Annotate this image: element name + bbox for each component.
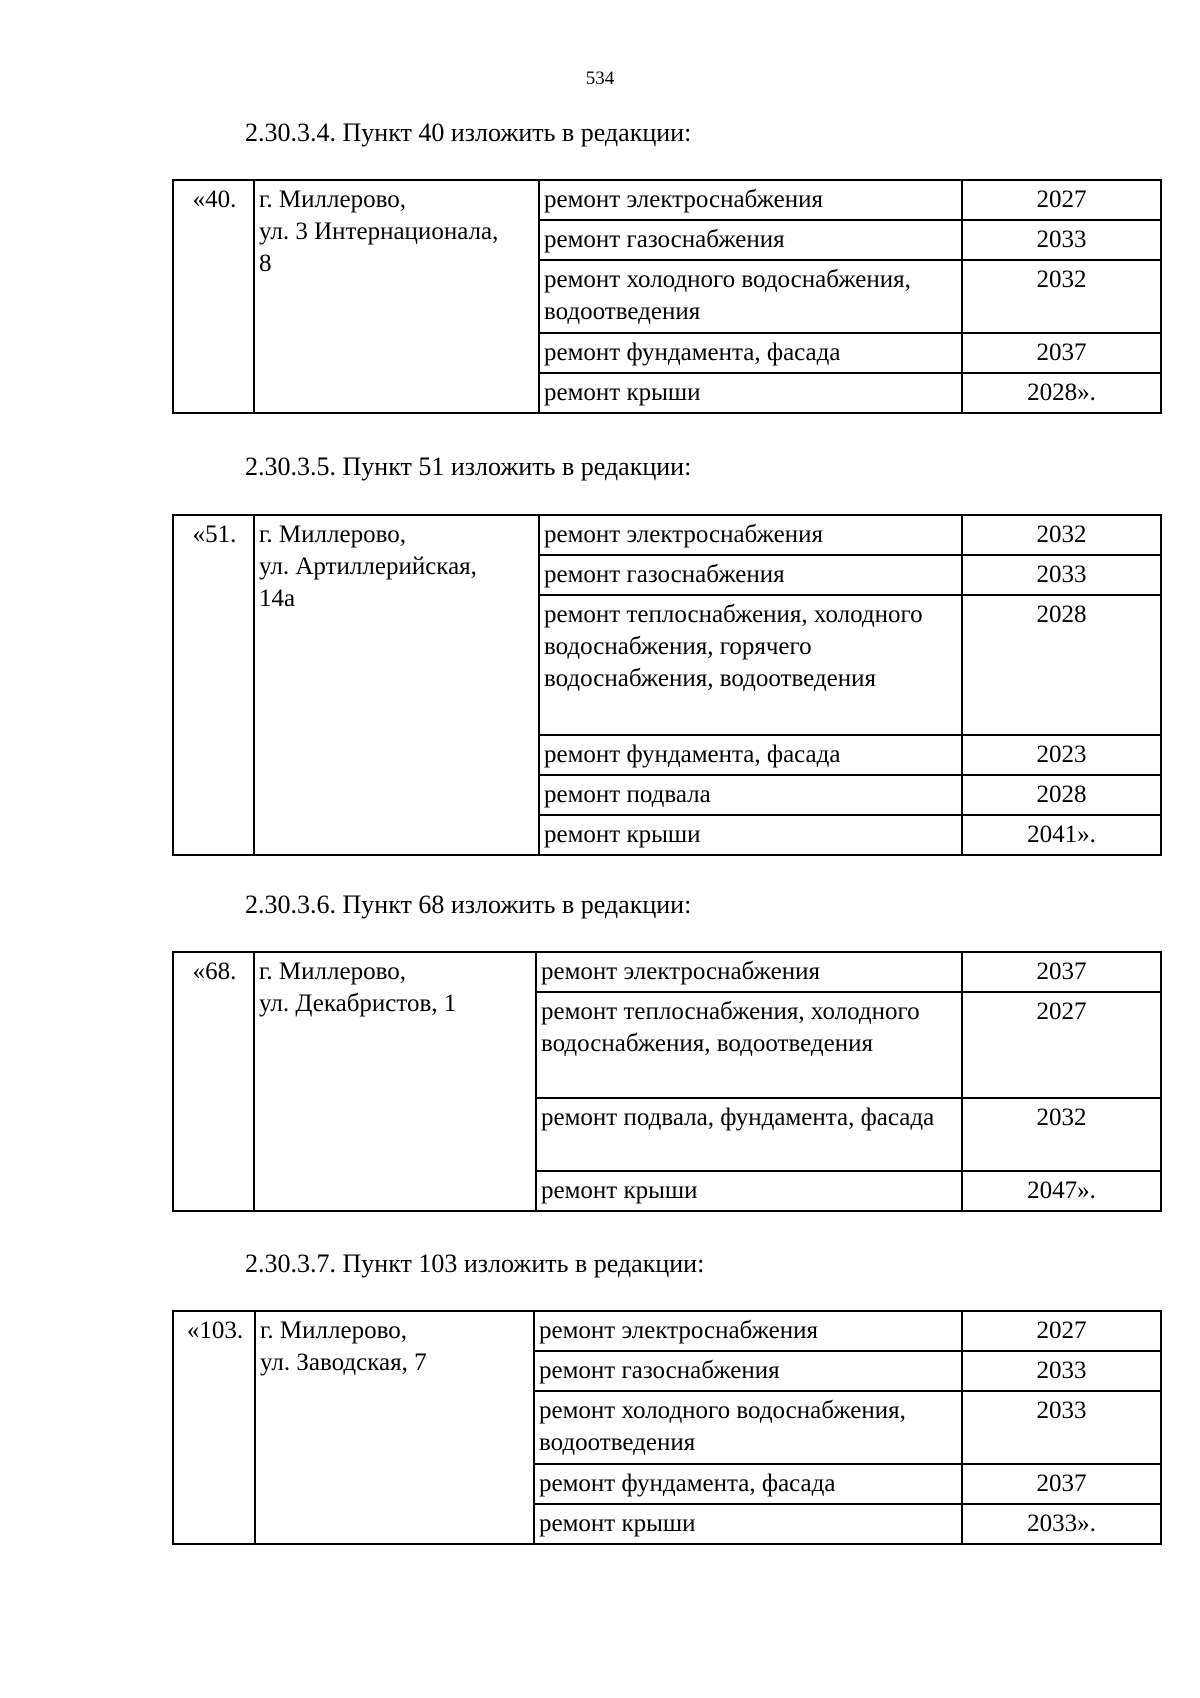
address-line: 8 [259,250,272,277]
work-type: ремонт фундамента, фасада [539,735,962,775]
address-line: ул. Декабристов, 1 [259,990,457,1017]
address-line: 14а [259,585,296,612]
address-line: г. Миллерово, [259,521,406,548]
work-type: ремонт теплоснабжения, холодного водоснабжения, водоотведения [536,992,962,1098]
work-type: ремонт крыши [539,815,962,855]
work-type: ремонт газоснабжения [539,220,962,260]
address-line: ул. 3 Интернационала, [259,218,499,245]
item-number: «40. [173,180,254,413]
work-year: 2033 [962,1351,1161,1391]
work-year: 2027 [962,992,1161,1098]
work-type: ремонт газоснабжения [539,555,962,595]
work-year: 2033 [962,220,1161,260]
work-type: ремонт электроснабжения [539,180,962,220]
work-type: ремонт холодного водоснабжения, водоотведения [534,1391,962,1464]
address-cell [254,180,539,413]
amendment-table [172,179,1162,414]
work-type: ремонт крыши [539,373,962,413]
address-line: ул. Заводская, 7 [260,1349,427,1376]
address-cell [255,1311,534,1544]
work-year: 2033». [962,1504,1161,1544]
address-line: г. Миллерово, [259,958,406,985]
work-type: ремонт электроснабжения [539,515,962,555]
work-type: ремонт фундамента, фасада [539,333,962,373]
work-type: ремонт фундамента, фасада [534,1464,962,1504]
work-year: 2027 [962,1311,1161,1351]
work-year: 2032 [962,515,1161,555]
work-year: 2033 [962,555,1161,595]
work-year: 2037 [962,952,1161,992]
section-heading: 2.30.3.7. Пункт 103 изложить в редакции: [245,1249,705,1278]
work-type: ремонт электроснабжения [536,952,962,992]
work-year: 2023 [962,735,1161,775]
address-cell [254,952,536,1211]
address-line: ул. Артиллерийская, [259,553,477,580]
work-type: ремонт подвала [539,775,962,815]
work-type: ремонт холодного водоснабжения, водоотведения [539,260,962,333]
page-number: 534 [585,68,615,89]
item-number: «68. [173,952,254,1211]
work-type: ремонт газоснабжения [534,1351,962,1391]
work-type: ремонт электроснабжения [534,1311,962,1351]
work-year: 2047». [962,1171,1161,1211]
work-year: 2032 [962,1098,1161,1171]
work-year: 2028 [962,775,1161,815]
work-type: ремонт крыши [536,1171,962,1211]
work-type: ремонт теплоснабжения, холодного водоснабжения, горячего водоснабжения, водоотведения [539,595,962,735]
section-heading: 2.30.3.4. Пункт 40 изложить в редакции: [245,118,692,147]
work-year: 2041». [962,815,1161,855]
work-type: ремонт подвала, фундамента, фасада [536,1098,962,1171]
work-year: 2032 [962,260,1161,333]
amendment-table [172,1310,1162,1545]
work-year: 2033 [962,1391,1161,1464]
section-heading: 2.30.3.5. Пункт 51 изложить в редакции: [245,452,692,481]
work-year: 2037 [962,333,1161,373]
work-year: 2027 [962,180,1161,220]
work-year: 2028». [962,373,1161,413]
item-number: «103. [173,1311,255,1544]
address-line: г. Миллерово, [260,1317,407,1344]
work-type: ремонт крыши [534,1504,962,1544]
work-year: 2037 [962,1464,1161,1504]
work-year: 2028 [962,595,1161,735]
item-number: «51. [173,515,254,855]
section-heading: 2.30.3.6. Пункт 68 изложить в редакции: [245,890,692,919]
amendment-table [172,951,1162,1212]
amendment-table [172,514,1162,856]
address-cell [254,515,539,855]
address-line: г. Миллерово, [259,186,406,213]
